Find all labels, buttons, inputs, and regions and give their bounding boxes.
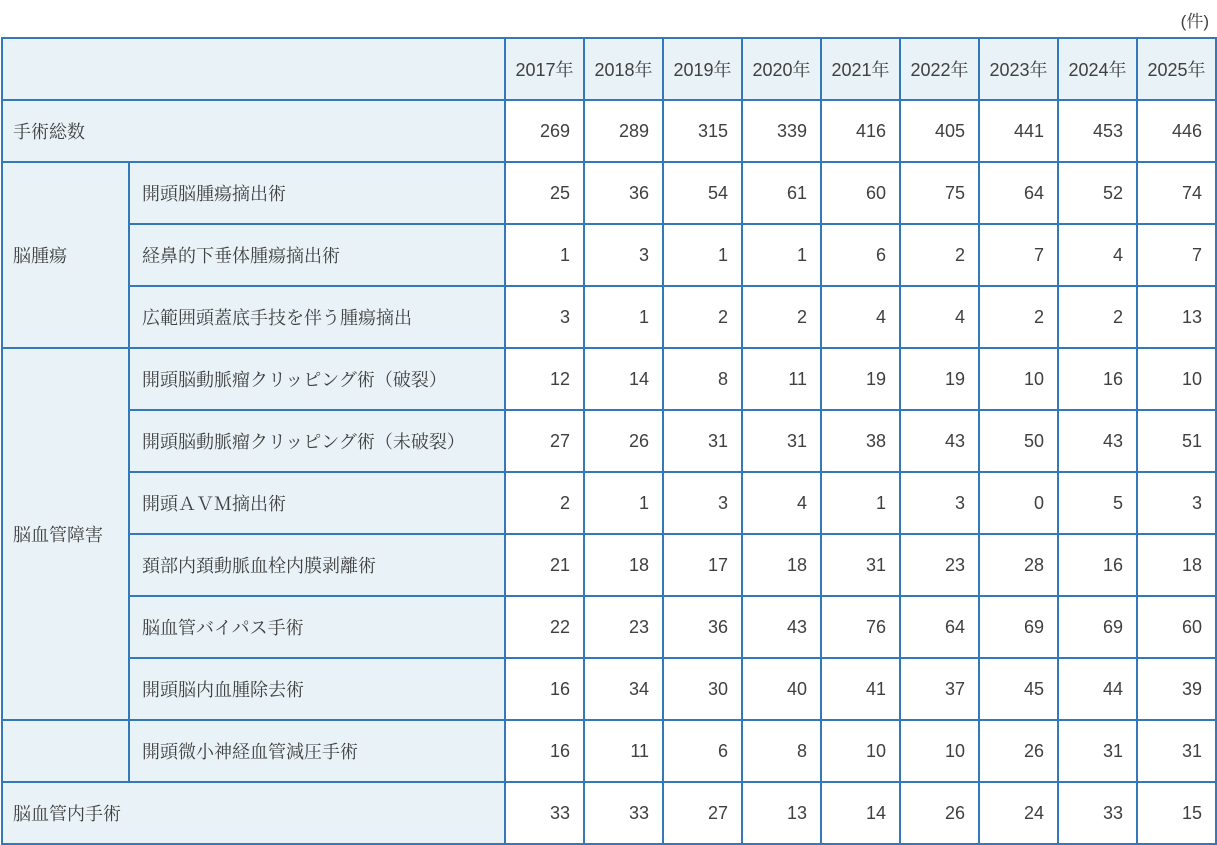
table-row <box>2 162 1216 224</box>
value-cell: 33 <box>584 782 663 844</box>
value-cell: 12 <box>505 348 584 410</box>
value-cell: 34 <box>584 658 663 720</box>
value-cell: 40 <box>742 658 821 720</box>
value-cell: 2 <box>505 472 584 534</box>
value-cell: 18 <box>1137 534 1216 596</box>
value-cell: 339 <box>742 100 821 162</box>
value-cell: 41 <box>821 658 900 720</box>
value-cell: 7 <box>1137 224 1216 286</box>
year-header-cell: 2022年 <box>900 38 979 100</box>
value-cell: 446 <box>1137 100 1216 162</box>
procedure-label: 開頭脳動脈瘤クリッピング術（破裂） <box>129 348 505 410</box>
value-cell: 1 <box>742 224 821 286</box>
value-cell: 10 <box>900 720 979 782</box>
value-cell: 7 <box>979 224 1058 286</box>
endovascular-row-label: 脳血管内手術 <box>2 782 505 844</box>
value-cell: 3 <box>663 472 742 534</box>
value-cell: 10 <box>821 720 900 782</box>
unit-label: (件) <box>1180 12 1209 31</box>
value-cell: 2 <box>900 224 979 286</box>
value-cell: 2 <box>1058 286 1137 348</box>
procedure-label: 広範囲頭蓋底手技を伴う腫瘍摘出 <box>129 286 505 348</box>
table-row <box>2 658 1216 720</box>
value-cell: 25 <box>505 162 584 224</box>
value-cell: 60 <box>1137 596 1216 658</box>
value-cell: 23 <box>584 596 663 658</box>
table-row <box>2 410 1216 472</box>
procedure-label: 開頭微小神経血管減圧手術 <box>129 720 505 782</box>
value-cell: 315 <box>663 100 742 162</box>
group-label <box>2 720 129 782</box>
value-cell: 52 <box>1058 162 1137 224</box>
value-cell: 1 <box>505 224 584 286</box>
table-row <box>2 224 1216 286</box>
value-cell: 441 <box>979 100 1058 162</box>
table-row <box>2 100 1216 162</box>
value-cell: 26 <box>900 782 979 844</box>
value-cell: 60 <box>821 162 900 224</box>
value-cell: 1 <box>821 472 900 534</box>
value-cell: 43 <box>1058 410 1137 472</box>
value-cell: 405 <box>900 100 979 162</box>
value-cell: 11 <box>584 720 663 782</box>
value-cell: 21 <box>505 534 584 596</box>
value-cell: 16 <box>505 658 584 720</box>
value-cell: 22 <box>505 596 584 658</box>
value-cell: 26 <box>584 410 663 472</box>
value-cell: 36 <box>663 596 742 658</box>
value-cell: 31 <box>821 534 900 596</box>
value-cell: 43 <box>900 410 979 472</box>
year-header-cell: 2025年 <box>1137 38 1216 100</box>
value-cell: 13 <box>742 782 821 844</box>
table-body <box>2 100 1216 844</box>
value-cell: 15 <box>1137 782 1216 844</box>
value-cell: 4 <box>821 286 900 348</box>
value-cell: 453 <box>1058 100 1137 162</box>
value-cell: 76 <box>821 596 900 658</box>
value-cell: 2 <box>979 286 1058 348</box>
value-cell: 3 <box>1137 472 1216 534</box>
table-row <box>2 596 1216 658</box>
value-cell: 33 <box>1058 782 1137 844</box>
value-cell: 69 <box>979 596 1058 658</box>
procedure-label: 開頭脳内血腫除去術 <box>129 658 505 720</box>
value-cell: 0 <box>979 472 1058 534</box>
value-cell: 31 <box>1137 720 1216 782</box>
value-cell: 11 <box>742 348 821 410</box>
year-header-cell: 2017年 <box>505 38 584 100</box>
year-header-cell: 2020年 <box>742 38 821 100</box>
procedure-label: 頚部内頚動脈血栓内膜剥離術 <box>129 534 505 596</box>
value-cell: 3 <box>900 472 979 534</box>
value-cell: 64 <box>900 596 979 658</box>
procedure-label: 開頭脳腫瘍摘出術 <box>129 162 505 224</box>
value-cell: 23 <box>900 534 979 596</box>
value-cell: 1 <box>584 472 663 534</box>
table-row <box>2 286 1216 348</box>
value-cell: 17 <box>663 534 742 596</box>
year-header-cell: 2021年 <box>821 38 900 100</box>
year-header-cell: 2018年 <box>584 38 663 100</box>
table-row <box>2 472 1216 534</box>
value-cell: 16 <box>1058 534 1137 596</box>
year-header-cell: 2019年 <box>663 38 742 100</box>
value-cell: 3 <box>584 224 663 286</box>
value-cell: 3 <box>505 286 584 348</box>
value-cell: 24 <box>979 782 1058 844</box>
value-cell: 2 <box>663 286 742 348</box>
value-cell: 69 <box>1058 596 1137 658</box>
value-cell: 10 <box>979 348 1058 410</box>
value-cell: 16 <box>1058 348 1137 410</box>
procedure-label: 開頭ＡＶＭ摘出術 <box>129 472 505 534</box>
value-cell: 19 <box>821 348 900 410</box>
value-cell: 31 <box>663 410 742 472</box>
value-cell: 269 <box>505 100 584 162</box>
total-row-label: 手術総数 <box>2 100 505 162</box>
value-cell: 4 <box>900 286 979 348</box>
value-cell: 37 <box>900 658 979 720</box>
value-cell: 30 <box>663 658 742 720</box>
value-cell: 26 <box>979 720 1058 782</box>
table-row <box>2 720 1216 782</box>
procedure-label: 経鼻的下垂体腫瘍摘出術 <box>129 224 505 286</box>
value-cell: 416 <box>821 100 900 162</box>
value-cell: 18 <box>742 534 821 596</box>
value-cell: 31 <box>1058 720 1137 782</box>
value-cell: 5 <box>1058 472 1137 534</box>
value-cell: 27 <box>505 410 584 472</box>
year-header-cell: 2023年 <box>979 38 1058 100</box>
table-row <box>2 534 1216 596</box>
value-cell: 27 <box>663 782 742 844</box>
value-cell: 6 <box>821 224 900 286</box>
value-cell: 289 <box>584 100 663 162</box>
value-cell: 75 <box>900 162 979 224</box>
value-cell: 6 <box>663 720 742 782</box>
value-cell: 39 <box>1137 658 1216 720</box>
value-cell: 19 <box>900 348 979 410</box>
value-cell: 1 <box>663 224 742 286</box>
value-cell: 14 <box>584 348 663 410</box>
value-cell: 16 <box>505 720 584 782</box>
value-cell: 8 <box>742 720 821 782</box>
value-cell: 45 <box>979 658 1058 720</box>
value-cell: 8 <box>663 348 742 410</box>
corner-cell <box>2 38 505 100</box>
table-row <box>2 782 1216 844</box>
year-header-row <box>2 38 1216 100</box>
value-cell: 14 <box>821 782 900 844</box>
value-cell: 18 <box>584 534 663 596</box>
value-cell: 54 <box>663 162 742 224</box>
value-cell: 74 <box>1137 162 1216 224</box>
value-cell: 51 <box>1137 410 1216 472</box>
group-label: 脳血管障害 <box>2 348 129 720</box>
value-cell: 31 <box>742 410 821 472</box>
surgery-count-table <box>1 37 1217 845</box>
value-cell: 61 <box>742 162 821 224</box>
value-cell: 38 <box>821 410 900 472</box>
value-cell: 44 <box>1058 658 1137 720</box>
value-cell: 13 <box>1137 286 1216 348</box>
value-cell: 1 <box>584 286 663 348</box>
year-header-cell: 2024年 <box>1058 38 1137 100</box>
value-cell: 50 <box>979 410 1058 472</box>
value-cell: 33 <box>505 782 584 844</box>
procedure-label: 脳血管バイパス手術 <box>129 596 505 658</box>
value-cell: 64 <box>979 162 1058 224</box>
value-cell: 4 <box>1058 224 1137 286</box>
group-label: 脳腫瘍 <box>2 162 129 348</box>
table-row <box>2 348 1216 410</box>
value-cell: 28 <box>979 534 1058 596</box>
value-cell: 10 <box>1137 348 1216 410</box>
procedure-label: 開頭脳動脈瘤クリッピング術（未破裂） <box>129 410 505 472</box>
value-cell: 43 <box>742 596 821 658</box>
value-cell: 2 <box>742 286 821 348</box>
value-cell: 36 <box>584 162 663 224</box>
value-cell: 4 <box>742 472 821 534</box>
